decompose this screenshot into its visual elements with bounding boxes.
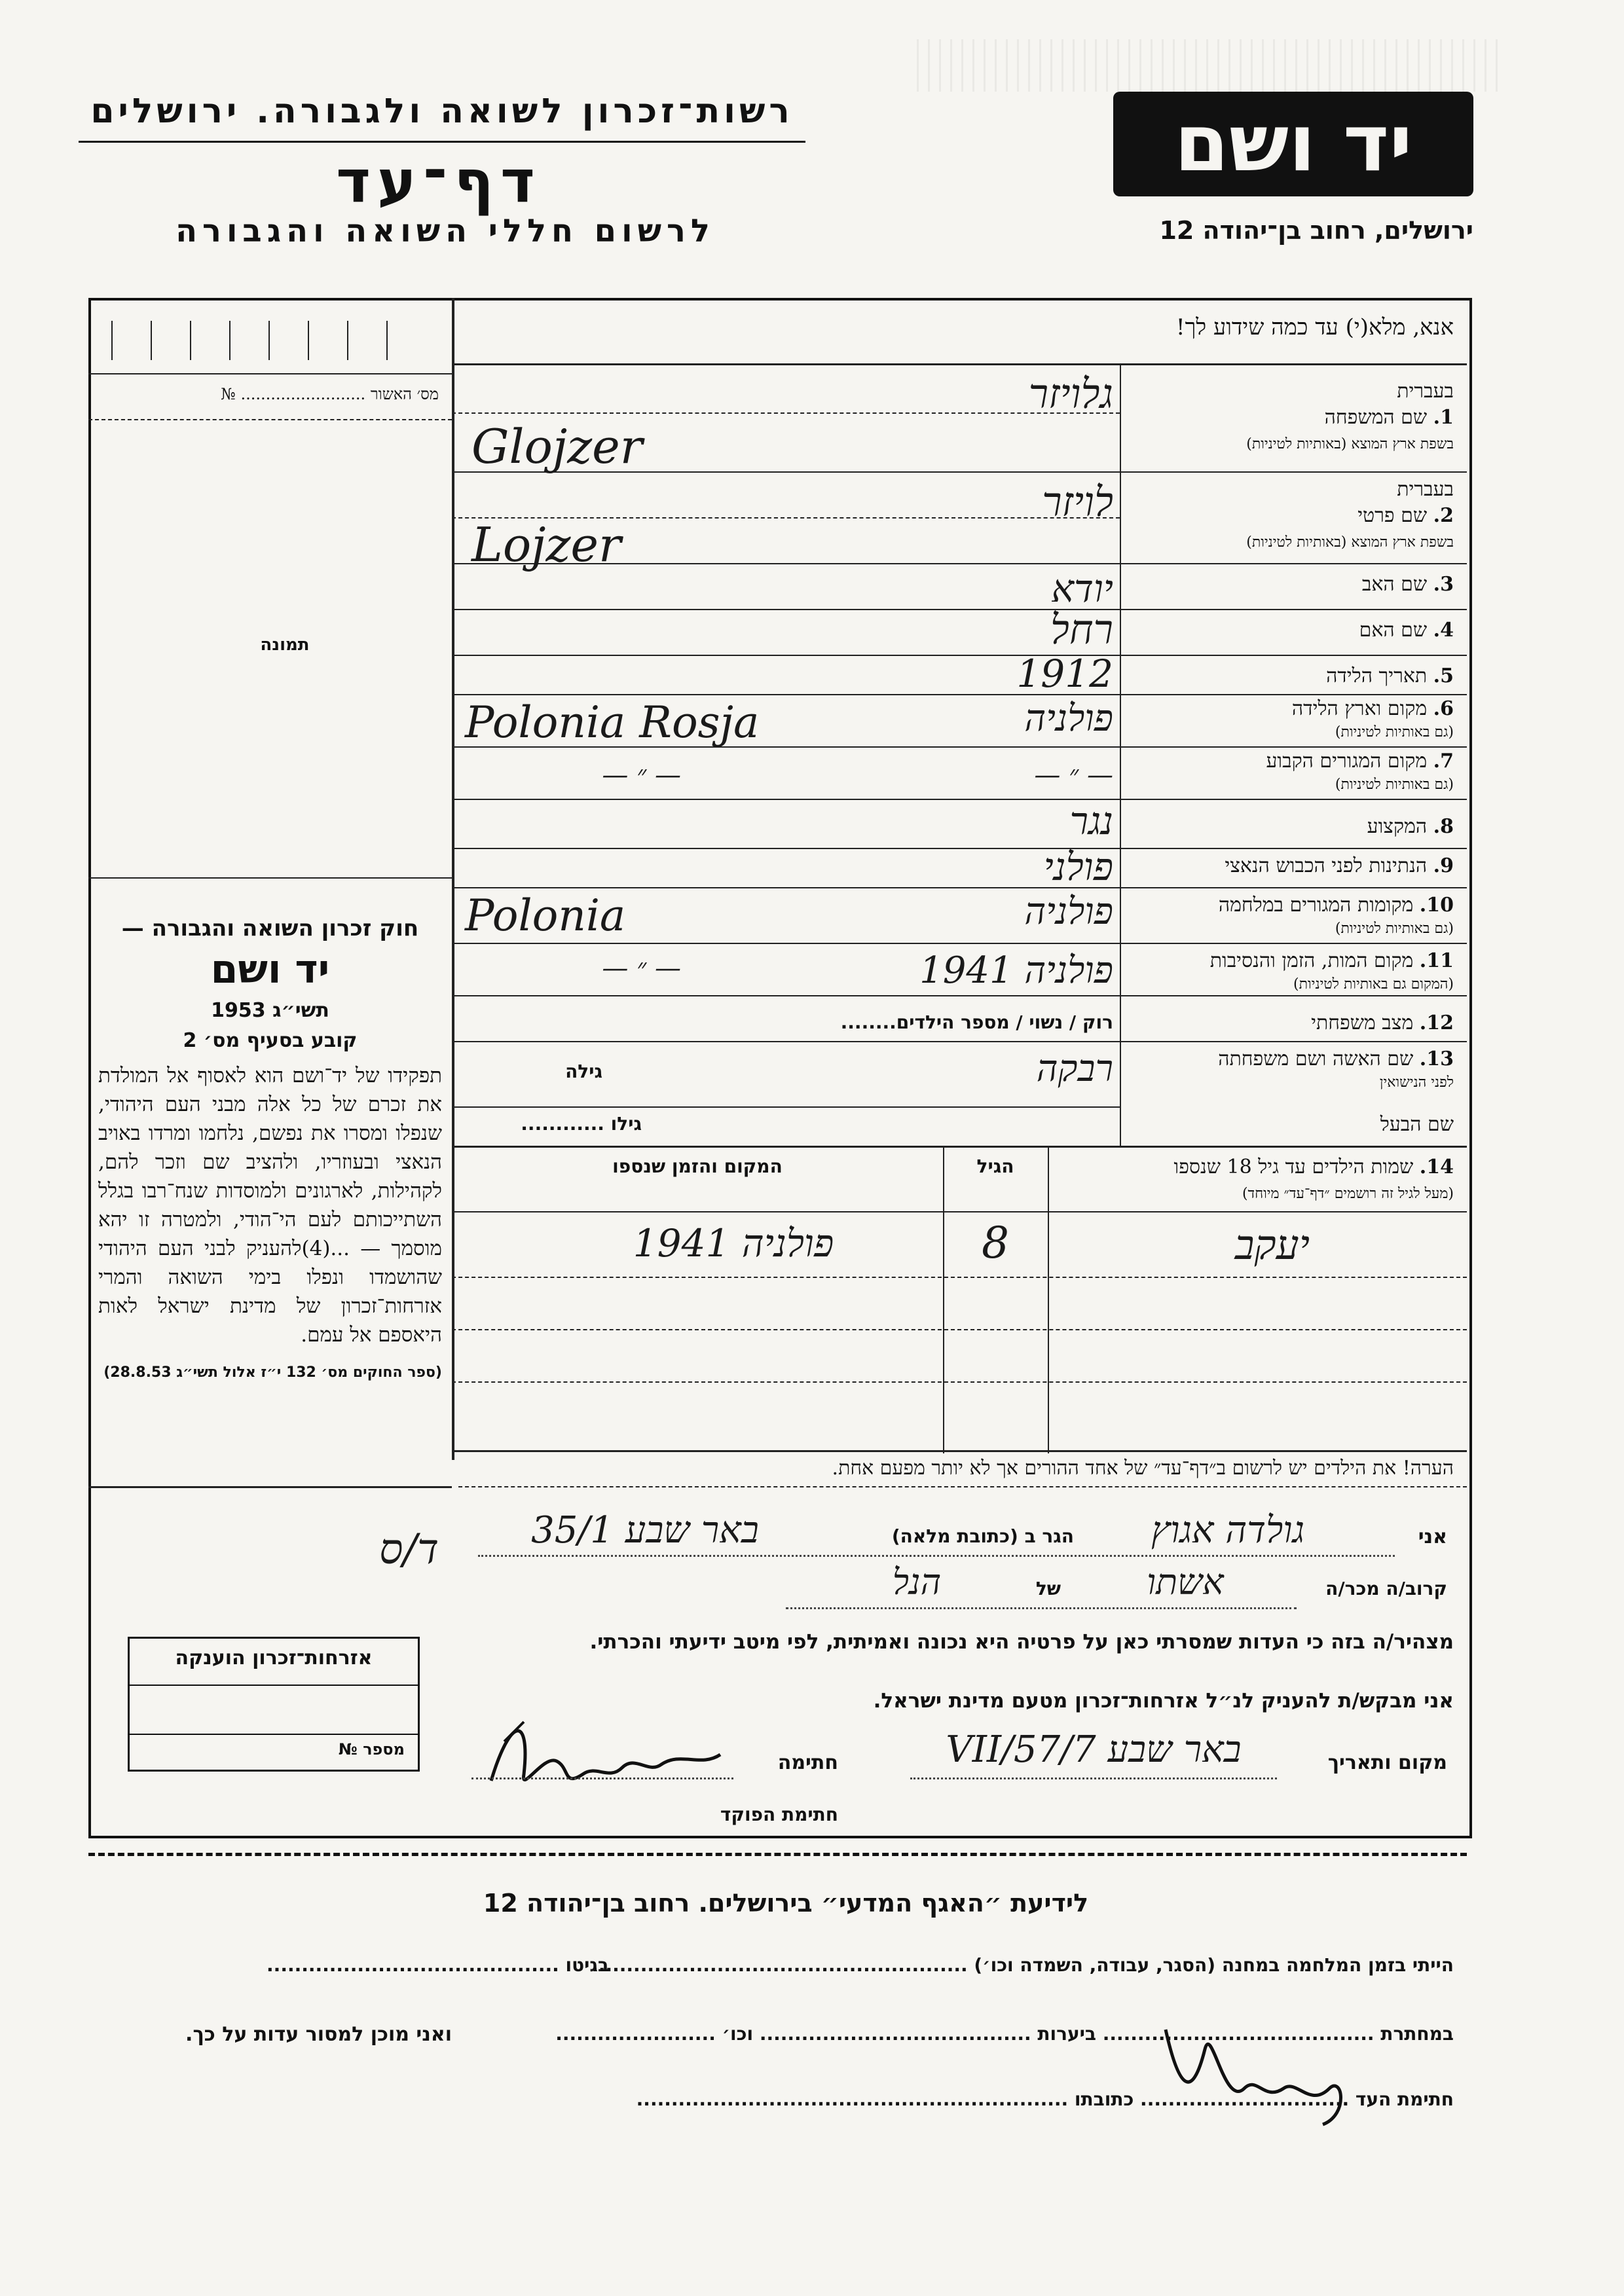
citizenship-box <box>128 1637 420 1772</box>
request-text: אני מבקש/ת להעניק לנ״ל אזרחות־זכרון מטעם מדינת ישראל. <box>873 1689 1454 1713</box>
footer-line-2b: ואני מוכן למסור עדות על כך. <box>185 2023 452 2046</box>
footer-line-2a: במחתרת ....................................... ביערות ....................................... וכו׳ ....................... <box>555 2023 1454 2045</box>
profession: נגר <box>1069 799 1113 843</box>
signature <box>485 1702 733 1800</box>
field-1-label: 1. שם המשפחה <box>1324 406 1454 429</box>
residence-ditto: — ״ — <box>602 760 681 790</box>
children-row-line <box>452 1329 1467 1330</box>
field-14-label: 14. שמות הילדים עד גיל 18 שנספו <box>1173 1156 1454 1178</box>
clerk-label: חתימת הפוקד <box>720 1804 838 1825</box>
death-place-time: פולניה 1941 <box>919 949 1113 992</box>
declarer-name: גולדה אגוץ <box>1151 1509 1305 1552</box>
field-12-label: 12. מצב משפחתי <box>1311 1011 1454 1034</box>
field-10-sublabel: (גם באותיות לטיניות) <box>1335 920 1454 937</box>
authority-line: רשות־זכרון לשואה ולגבורה. ירושלים <box>90 92 794 131</box>
family-name-latin: Glojzer <box>471 419 643 474</box>
citizenship: פולני <box>1043 845 1113 889</box>
of-value: הנל <box>892 1561 942 1603</box>
form-subtitle: לרשום חללי השואה והגבורה <box>175 213 715 249</box>
mother-name: רחל <box>1050 606 1113 653</box>
note-top-line <box>452 1450 1467 1452</box>
place-date-value: באר שבע 7/VII/57 <box>946 1728 1242 1771</box>
field-13-sublabel: לפני הנישואין <box>1379 1074 1454 1091</box>
approval-line <box>88 373 452 374</box>
footer-line-3: חתימת העד .............................. כתובתו .............................................................. <box>636 2088 1454 2110</box>
witness-signature <box>1153 2010 1362 2128</box>
instruction-line <box>452 363 1467 365</box>
child-death-place: פולניה 1941 <box>633 1221 834 1266</box>
law-name: יד ושם <box>210 947 330 993</box>
field-8-label: 8. המקצוע <box>1367 815 1454 838</box>
footer-divider <box>88 1853 1467 1856</box>
citizenship-box-title: אזרחות־זכרון הוענקה <box>175 1647 373 1669</box>
relation-label: קרוב/ה מכר/ה <box>1325 1578 1447 1599</box>
law-title: חוק זכרון השואה והגבורה — <box>121 915 419 941</box>
scan-noise <box>917 39 1506 92</box>
war-residence-hebrew: פולניה <box>1024 890 1113 933</box>
birth-place-hebrew: פולניה <box>1024 697 1113 740</box>
marital-options: רוק / נשוי / מספר הילדים........ <box>840 1011 1113 1033</box>
of-label: של <box>1035 1578 1061 1599</box>
declaration-text: מצהיר/ה בזה כי העדות שמסרתי כאן על פרטיה היא נכונה ואמיתית, לפי מיטב ידיעתי והכרתי. <box>589 1630 1454 1654</box>
field-9-label: 9. הנתינות לפני הכבוש הנאצי <box>1225 854 1454 877</box>
label-column-divider <box>1120 363 1121 1146</box>
husband-age: גילו ............ <box>521 1113 642 1135</box>
death-ditto: — ״ — <box>602 953 681 983</box>
approval-ticks <box>111 321 439 363</box>
field-2-sublabel: בשפת ארץ המוצא (באותיות לטיניות) <box>1246 534 1454 551</box>
yad-vashem-logo: יד ושם <box>1113 92 1473 196</box>
father-name: יודא <box>1051 566 1113 611</box>
resides-value: באר שבע 35/1 <box>531 1509 759 1552</box>
law-bottom-line <box>88 1486 452 1488</box>
children-col-line <box>943 1146 944 1453</box>
field-7-sublabel: (גם באותיות לטיניות) <box>1335 776 1454 793</box>
authority-underline <box>79 141 805 143</box>
field-5-label: 5. תאריך הלידה <box>1326 665 1454 687</box>
field-2-label: 2. שם פרטי <box>1357 504 1454 527</box>
children-col-line <box>1048 1146 1049 1453</box>
field-3-label: 3. שם האב <box>1361 573 1454 596</box>
field-2-in-hebrew: בעברית <box>1397 478 1454 501</box>
signature-label: חתימה <box>777 1751 838 1774</box>
row-line <box>452 694 1467 695</box>
birth-date: 1912 <box>1016 651 1113 696</box>
footer-title: לידיעת ״האגף המדעי״ בירושלים. רחוב בן־יהודה 12 <box>483 1889 1089 1918</box>
field-14-sublabel: (מעל לגיל זה רושמים ״דף־עד״ מיוחד) <box>1242 1186 1454 1202</box>
field-7-label: 7. מקום המגורים הקבוע <box>1266 750 1454 773</box>
husband-label: שם הבעל <box>1380 1113 1454 1136</box>
declarer-label: אני <box>1418 1525 1447 1548</box>
first-name-latin: Lojzer <box>471 517 621 572</box>
war-residence-latin: Polonia <box>465 890 626 941</box>
declarer-underline <box>478 1555 1395 1557</box>
law-section: קובע בסעיף מס׳ 2 <box>183 1029 358 1052</box>
law-reference: (ספר החוקים מס׳ 132 י״ז אלול תשי״ג 28.8.53) <box>103 1364 442 1381</box>
row-line <box>452 1106 1120 1108</box>
place-date-underline <box>910 1777 1277 1779</box>
law-year: תשי״ג 1953 <box>211 999 329 1022</box>
field-6-sublabel: (גם באותיות לטיניות) <box>1335 724 1454 740</box>
header-address: ירושלים, רחוב בן־יהודה 12 <box>1159 216 1473 245</box>
resides-label: הגר ב (כתובת מלאה) <box>891 1525 1074 1547</box>
family-name-hebrew: גלויזר <box>1028 370 1113 418</box>
form-title: דף־עד <box>336 147 542 216</box>
field-1-sublabel: בשפת ארץ המוצא (באותיות לטיניות) <box>1246 436 1454 452</box>
birth-place-latin: Polonia Rosja <box>465 697 760 748</box>
field-11-sublabel: (המקום גם באותיות לטיניות) <box>1293 976 1454 993</box>
marginal-note: ד/ס <box>379 1525 439 1574</box>
photo-label: תמונה <box>260 635 310 655</box>
child-name: יעקב <box>1234 1221 1310 1269</box>
row-line <box>452 943 1467 944</box>
wife-age-label: גילה <box>565 1061 602 1082</box>
field-1-in-hebrew: בעברית <box>1397 380 1454 403</box>
field-6-label: 6. מקום וארץ הלידה <box>1291 697 1454 720</box>
footer-line-1b: בגיטו .......................................... <box>267 1954 609 1976</box>
relation-underline <box>786 1607 1297 1609</box>
children-header-line <box>452 1211 1467 1212</box>
children-row-line <box>452 1381 1467 1383</box>
field-4-label: 4. שם האם <box>1359 619 1454 642</box>
row-line <box>452 1146 1467 1148</box>
residence-ditto-2: — ״ — <box>1034 760 1113 790</box>
citizenship-box-number: מספר № <box>338 1740 405 1758</box>
row-line <box>452 655 1467 656</box>
column-age-header: הגיל <box>976 1156 1014 1177</box>
field-11-label: 11. מקום המות, הזמן והנסיבות <box>1209 949 1454 972</box>
signature-underline <box>471 1777 733 1779</box>
column-place-header: המקום והזמן שנספו <box>612 1156 783 1177</box>
field-13-label: 13. שם האשה ושם משפחתה <box>1218 1048 1454 1070</box>
instruction: אנא, מלא(י) עד כמה שידוע לך! <box>1175 314 1454 340</box>
law-text: תפקידו של יד־ושם הוא לאסוף אל המולדת את זכרם של כל אלה מבני העם היהודי, שנפלו ומסרו את נפשם, נלחמו ומרדו באויב הנאצי ובעוזריו, ולהציב שם וזכר להם, לקהילות, לארגונים ולמוסדות שנח־רבו בגלל השתייכותם לעם הי־הודי, ולמטרה זו יהא מוסמך — ...(4)להעניק לבני העם היהודי שהושמדו ונפלו בימי השואה והמרי אזרחות־זכרון של מדינת ישראל לאות היאספם אל עמם. <box>98 1064 442 1347</box>
children-row-line <box>452 1277 1467 1278</box>
note-bottom-line <box>458 1486 1467 1487</box>
photo-bottom-line <box>88 877 452 879</box>
approval-number: מס׳ האשור ......................... № <box>221 385 439 403</box>
relation-value: אשתו <box>1147 1561 1224 1603</box>
row-line <box>452 995 1467 996</box>
child-age: 8 <box>982 1218 1009 1268</box>
row-line <box>452 1041 1467 1042</box>
law-block <box>98 913 442 1383</box>
note: הערה! את הילדים יש לרשום ב״דף־עד״ של אחד ההורים אך לא יותר מפעם אחת. <box>832 1457 1454 1480</box>
place-date-label: מקום ותאריך <box>1327 1751 1447 1774</box>
wife-name: רבקה <box>1036 1048 1113 1090</box>
footer-line-1a: הייתי בזמן המלחמה במחנה (הסגר, עבודה, השמדה וכו׳) ...................................................... <box>591 1954 1454 1976</box>
field-10-label: 10. מקומות המגורים במלחמה <box>1218 894 1454 917</box>
photo-top-line <box>88 419 452 420</box>
first-name-hebrew: לויזר <box>1042 478 1113 526</box>
